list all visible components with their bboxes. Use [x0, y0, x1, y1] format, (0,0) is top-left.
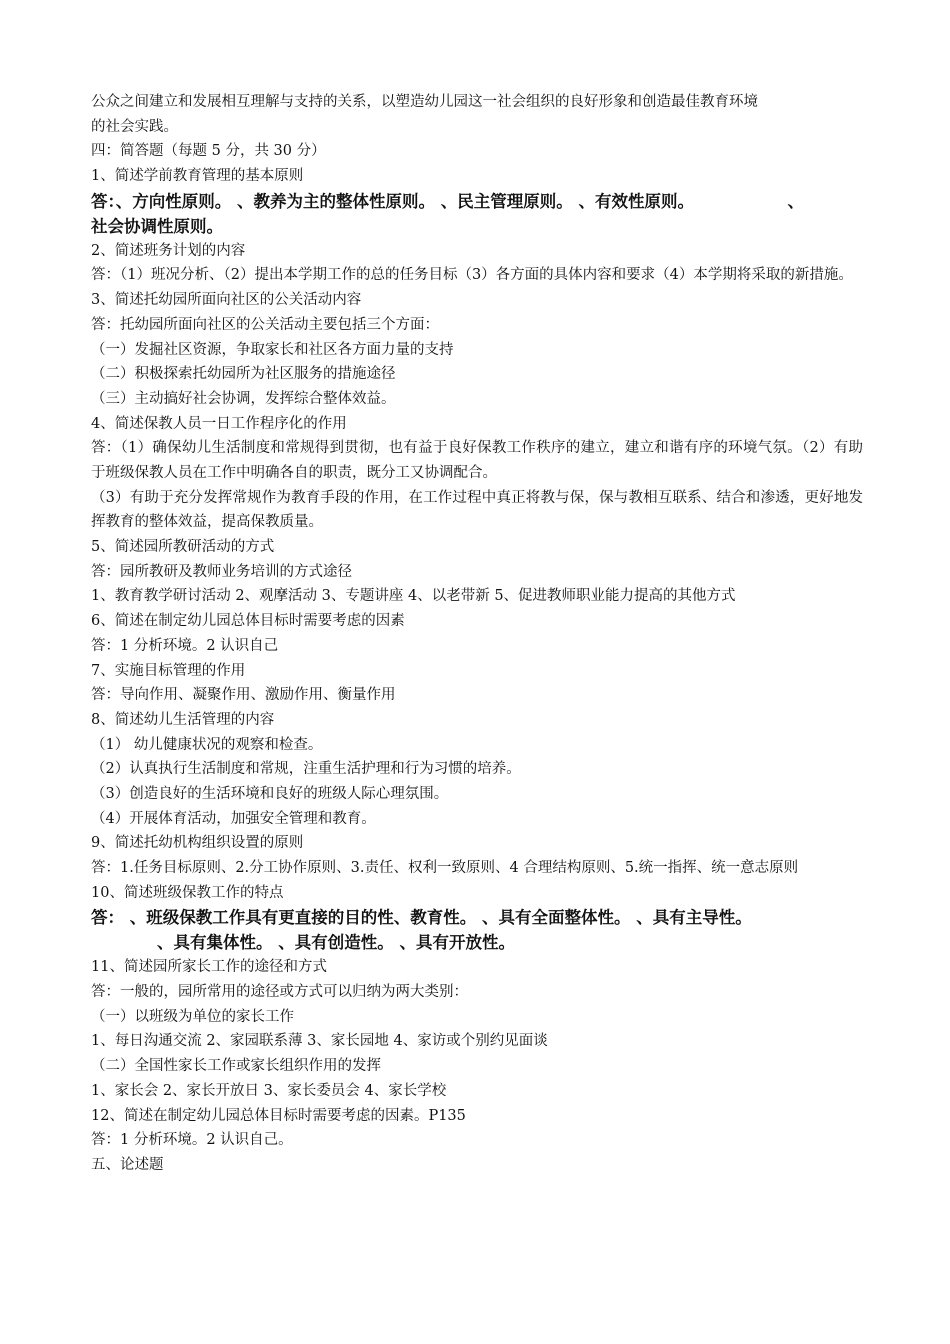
answer-12: 答：1 分析环境。2 认识自己。	[91, 1132, 293, 1149]
answer-3: 答：托幼园所面向社区的公关活动主要包括三个方面：	[91, 316, 439, 333]
answer-2: 答：（1）班况分析、（2）提出本学期工作的总的任务目标（3）各方面的具体内容和要求（4）本学期将采取的新措施。	[91, 267, 853, 284]
answer-8-item-1: （1） 幼儿健康状况的观察和检查。	[91, 736, 323, 753]
answer-5: 答：园所教研及教师业务培训的方式途径	[91, 563, 352, 580]
answer-3-item-2: （二）积极探索托幼园所为社区服务的措施途径	[91, 366, 396, 383]
question-11: 11、简述园所家长工作的途径和方式	[91, 959, 327, 976]
answer-4-part-1: 答：（1）确保幼儿生活制度和常规得到贯彻，也有益于良好保教工作秩序的建立，建立和谐有序的环境气氛。（2）有助于班级保教人员在工作中明确各自的职责，既分工又协调配合。	[91, 440, 863, 481]
section-heading: 四：简答题（每题 5 分，共 30 分）	[91, 143, 326, 160]
question-8: 8、简述幼儿生活管理的内容	[91, 711, 275, 728]
text-line: 的社会实践。	[91, 118, 178, 135]
answer-5-list: 1、教育教学研讨活动 2、观摩活动 3、专题讲座 4、以老带新 5、促进教师职业能力提高的其他方式	[91, 588, 736, 605]
answer-4-part-2: （3）有助于充分发挥常规作为教育手段的作用，在工作过程中真正将教与保，保与教相互联系、结合和渗透，更好地发挥教育的整体效益，提高保教质量。	[91, 489, 863, 531]
answer-6: 答：1 分析环境。2 认识自己	[91, 637, 279, 654]
question-4: 4、简述保教人员一日工作程序化的作用	[91, 415, 347, 432]
question-3: 3、简述托幼园所面向社区的公关活动内容	[91, 292, 362, 309]
answer-11-group-2: （二）全国性家长工作或家长组织作用的发挥	[91, 1058, 381, 1075]
answer-11-group-1: （一）以班级为单位的家长工作	[91, 1008, 294, 1025]
answer-11-group-1-list: 1、每日沟通交流 2、家园联系薄 3、家长园地 4、家访或个别约见面谈	[91, 1033, 548, 1050]
answer-3-item-1: （一）发掘社区资源，争取家长和社区各方面力量的支持	[91, 341, 454, 358]
question-9: 9、简述托幼机构组织设置的原则	[91, 835, 304, 852]
question-12: 12、简述在制定幼儿园总体目标时需要考虑的因素。P135	[91, 1107, 466, 1124]
answer-1	[91, 189, 863, 214]
answer-1-text: 答：、方向性原则。 、教养为主的整体性原则。 、民主管理原则。 、有效性原则。	[91, 191, 694, 211]
answer-1-sep: 、	[787, 191, 804, 211]
answer-11-group-2-list: 1、家长会 2、家长开放日 3、家长委员会 4、家长学校	[91, 1082, 447, 1099]
answer-10-cont: 、具有集体性。 、具有创造性。 、具有开放性。	[157, 933, 515, 953]
document-page	[91, 90, 863, 1178]
answer-9: 答：1.任务目标原则、2.分工协作原则、3.责任、权利一致原则、4 合理结构原则、5.统一指挥、统一意志原则	[91, 860, 799, 877]
section-heading: 五、论述题	[91, 1156, 164, 1173]
question-6: 6、简述在制定幼儿园总体目标时需要考虑的因素	[91, 613, 405, 630]
answer-8-item-3: （3）创造良好的生活环境和良好的班级人际心理氛围。	[91, 785, 449, 802]
answer-7: 答：导向作用、凝聚作用、激励作用、衡量作用	[91, 687, 396, 704]
question-5: 5、简述园所教研活动的方式	[91, 539, 275, 556]
answer-1-cont: 社会协调性原则。	[91, 216, 223, 236]
answer-8-item-4: （4）开展体育活动，加强安全管理和教育。	[91, 810, 376, 827]
question-2: 2、简述班务计划的内容	[91, 242, 246, 259]
question-7: 7、实施目标管理的作用	[91, 662, 246, 679]
answer-11: 答：一般的，园所常用的途径或方式可以归纳为两大类别：	[91, 984, 468, 1001]
answer-3-item-3: （三）主动搞好社会协调，发挥综合整体效益。	[91, 390, 396, 407]
text-line: 公众之间建立和发展相互理解与支持的关系，以塑造幼儿园这一社会组织的良好形象和创造最佳教育环境	[91, 94, 758, 110]
answer-10: 答： 、班级保教工作具有更直接的目的性、教育性。 、具有全面整体性。 、具有主导性。	[91, 908, 752, 928]
answer-8-item-2: （2）认真执行生活制度和常规，注重生活护理和行为习惯的培养。	[91, 761, 521, 778]
question-10: 10、简述班级保教工作的特点	[91, 884, 284, 901]
question-1: 1、简述学前教育管理的基本原则	[91, 168, 304, 185]
